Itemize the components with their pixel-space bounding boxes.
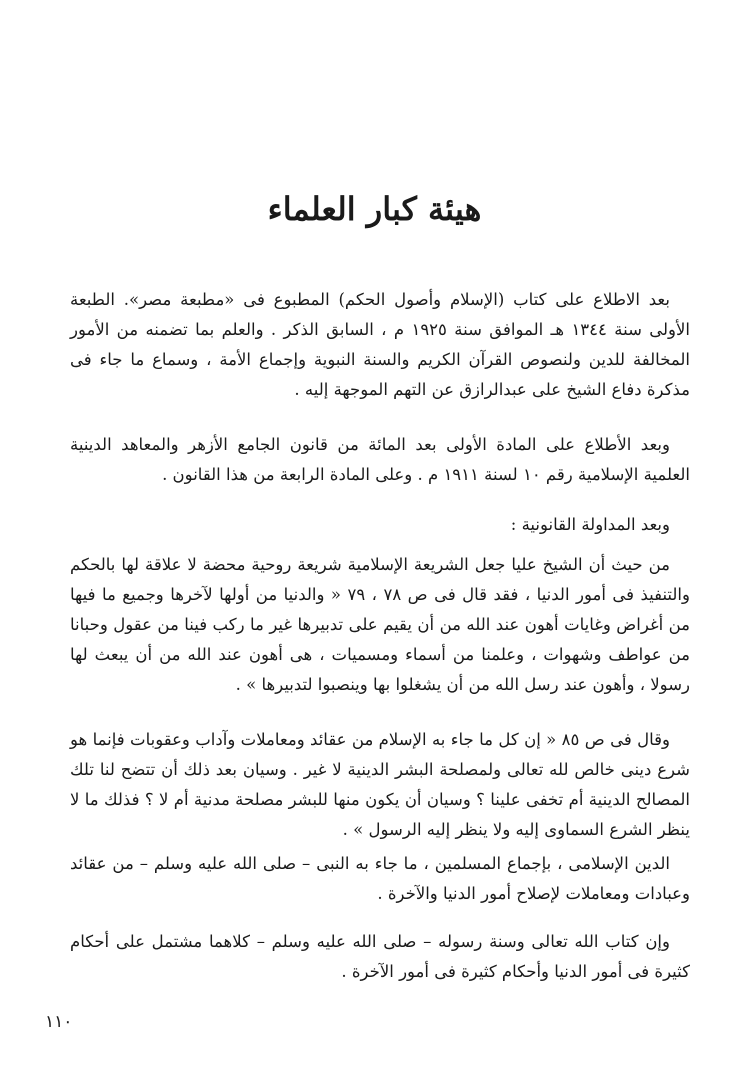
paragraph-first-charge: من حيث أن الشيخ عليا جعل الشريعة الإسلامية شريعة روحية محضة لا علاقة لها بالحكم والتنفيذ فى أمور الدنيا ، فقد قال فى ص ٧٨ ، ٧٩ « والدنيا من أولها لآخرها وجميع ما فيها من أغراض وغايات أهون عند الله من أن يقيم على تدبيرها غير ما ركب فينا من عقول وحبانا من عواطف وشهوات ، وعلمنا من أسماء ومسميات ، هى أهون عند الله من أن يبعث لها رسولا ، وأهون عند رسل الله من أن يشغلوا بها وينصبوا لتدبيرها » . — [70, 555, 690, 694]
page-number: ١١٠ — [45, 1012, 73, 1032]
paragraph-quran-sunnah: وإن كتاب الله تعالى وسنة رسوله – صلى الله عليه وسلم – كلاهما مشتمل على أحكام كثيرة فى أمور الدنيا وأحكام كثيرة فى أمور الآخرة . — [70, 932, 690, 981]
paragraph-decision-preamble: بعد الاطلاع على كتاب (الإسلام وأصول الحكم) المطبوع فى «مطبعة مصر». الطبعة الأولى سنة ١٣٤٤ هـ الموافق سنة ١٩٢٥ م ، السابق الذكر . والعلم بما تضمنه من الأمور المخالفة للدين ولنصوص القرآن الكريم والسنة النبوية وإجماع الأمة ، وسماع ما جاء فى مذكرة دفاع الشيخ على عبدالرازق عن التهم الموجهة إليه . — [70, 290, 690, 399]
paragraph-legal-reference: وبعد الأطلاع على المادة الأولى بعد المائة من قانون الجامع الأزهر والمعاهد الدينية العلمية الإسلامية رقم ١٠ لسنة ١٩١١ م . وعلى المادة الرابعة من هذا القانون . — [70, 435, 690, 484]
paragraph-deliberation: وبعد المداولة القانونية : — [510, 515, 670, 534]
paragraph-islam-definition: الدين الإسلامى ، بإجماع المسلمين ، ما جاء به النبى – صلى الله عليه وسلم – من عقائد وعبادات ومعاملات لإصلاح أمور الدنيا والآخرة . — [70, 854, 690, 903]
page-title: هيئة كبار العلماء — [267, 190, 482, 228]
paragraph-quote-page-85: وقال فى ص ٨٥ « إن كل ما جاء به الإسلام من عقائد ومعاملات وآداب وعقوبات فإنما هو شرع دينى خالص لله تعالى ولمصلحة البشر الدينية لا غير . وسيان بعد ذلك أن تتضح لنا تلك المصالح الدينية أم تخفى علينا ؟ وسيان أن يكون منها للبشر مصلحة مدنية أم لا ؟ فذلك ما لا ينظر الشرع السماوى إليه ولا ينظر إليه الرسول » . — [70, 730, 690, 839]
